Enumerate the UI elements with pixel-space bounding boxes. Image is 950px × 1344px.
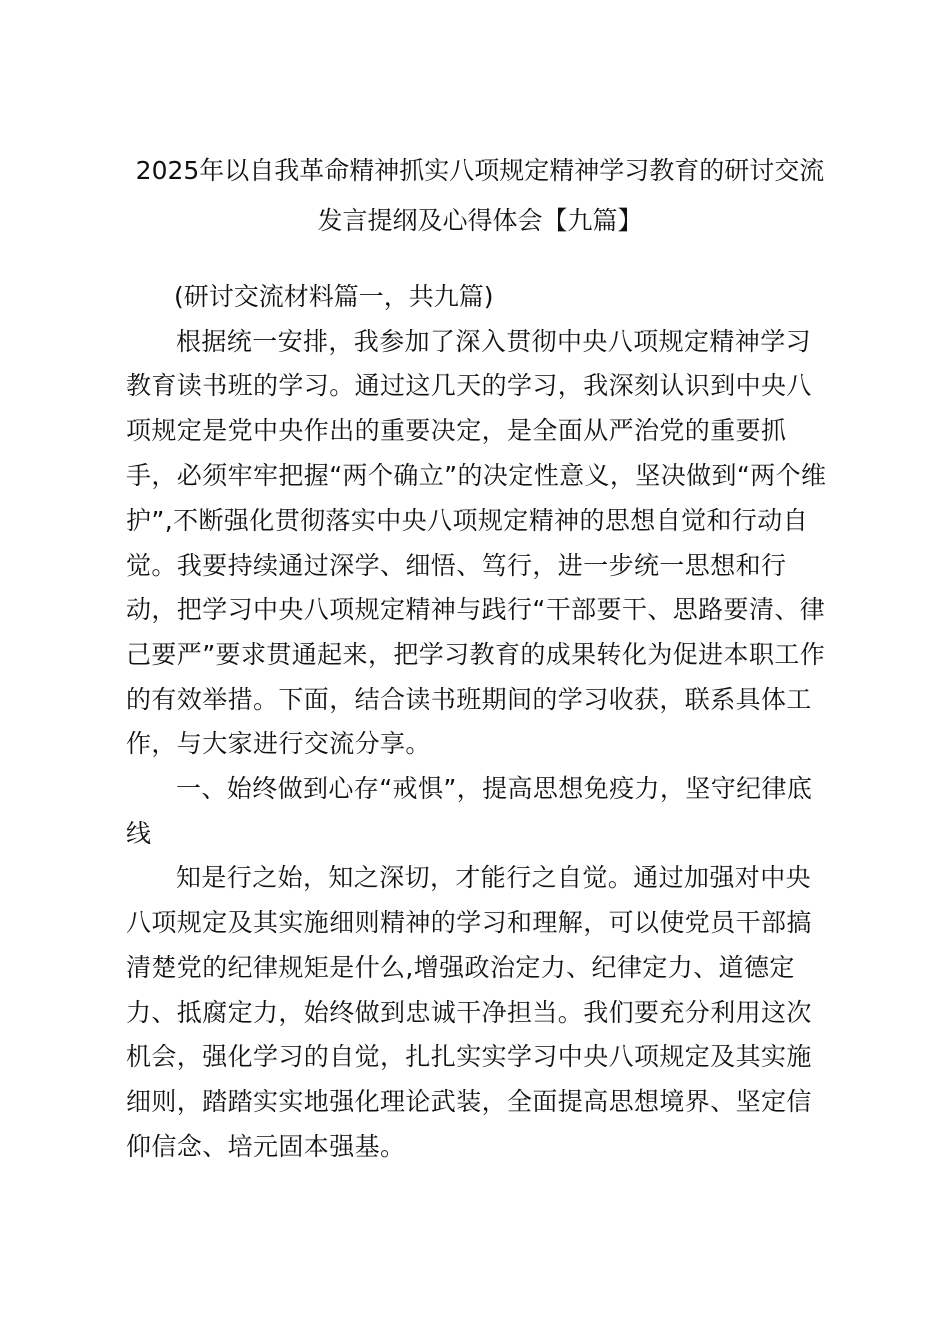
section-heading-1-line: 一、始终做到心存“戒惧”，提高思想免疫力，坚守纪律底: [176, 774, 813, 803]
paragraph-1-line: 作，与大家进行交流分享。: [126, 729, 431, 758]
paragraph-2-line: 清楚党的纪律规矩是什么,增强政治定力、纪律定力、道德定: [126, 953, 795, 982]
paragraph-1-line: 己要严”要求贯通起来，把学习教育的成果转化为促进本职工作: [126, 640, 826, 669]
paragraph-1-line: 根据统一安排，我参加了深入贯彻中央八项规定精神学习: [176, 327, 812, 356]
paragraph-2-line: 细则，踏踏实实地强化理论武装，全面提高思想境界、坚定信: [126, 1087, 812, 1116]
paragraph-1-line: 的有效举措。下面，结合读书班期间的学习收获，联系具体工: [126, 685, 812, 714]
paragraph-2-line: 八项规定及其实施细则精神的学习和理解，可以使党员干部搞: [126, 908, 812, 937]
paragraph-2-line: 力、抵腐定力，始终做到忠诚干净担当。我们要充分利用这次: [126, 998, 812, 1027]
document-subtitle: (研讨交流材料篇一，共九篇): [174, 282, 494, 311]
paragraph-1-line: 觉。我要持续通过深学、细悟、笃行，进一步统一思想和行: [126, 551, 787, 580]
paragraph-1-line: 教育读书班的学习。通过这几天的学习，我深刻认识到中央八: [126, 371, 812, 400]
paragraph-1-line: 项规定是党中央作出的重要决定，是全面从严治党的重要抓: [126, 416, 787, 445]
paragraph-1-line: 手，必须牢牢把握“两个确立”的决定性意义，坚决做到“两个维: [126, 461, 827, 490]
paragraph-2-line: 知是行之始，知之深切，才能行之自觉。通过加强对中央: [176, 863, 812, 892]
paragraph-1-line: 动，把学习中央八项规定精神与践行“干部要干、思路要清、律: [126, 595, 826, 624]
paragraph-2-line: 仰信念、培元固本强基。: [126, 1132, 406, 1161]
paragraph-1-line: 护”,不断强化贯彻落实中央八项规定精神的思想自觉和行动自: [126, 506, 809, 535]
document-title-line-1: 2025年以自我革命精神抓实八项规定精神学习教育的研讨交流: [135, 156, 825, 185]
section-heading-1-line: 线: [126, 819, 152, 848]
document-title-line-2: 发言提纲及心得体会【九篇】: [317, 206, 643, 235]
paragraph-2-line: 机会，强化学习的自觉，扎扎实实学习中央八项规定及其实施: [126, 1042, 812, 1071]
